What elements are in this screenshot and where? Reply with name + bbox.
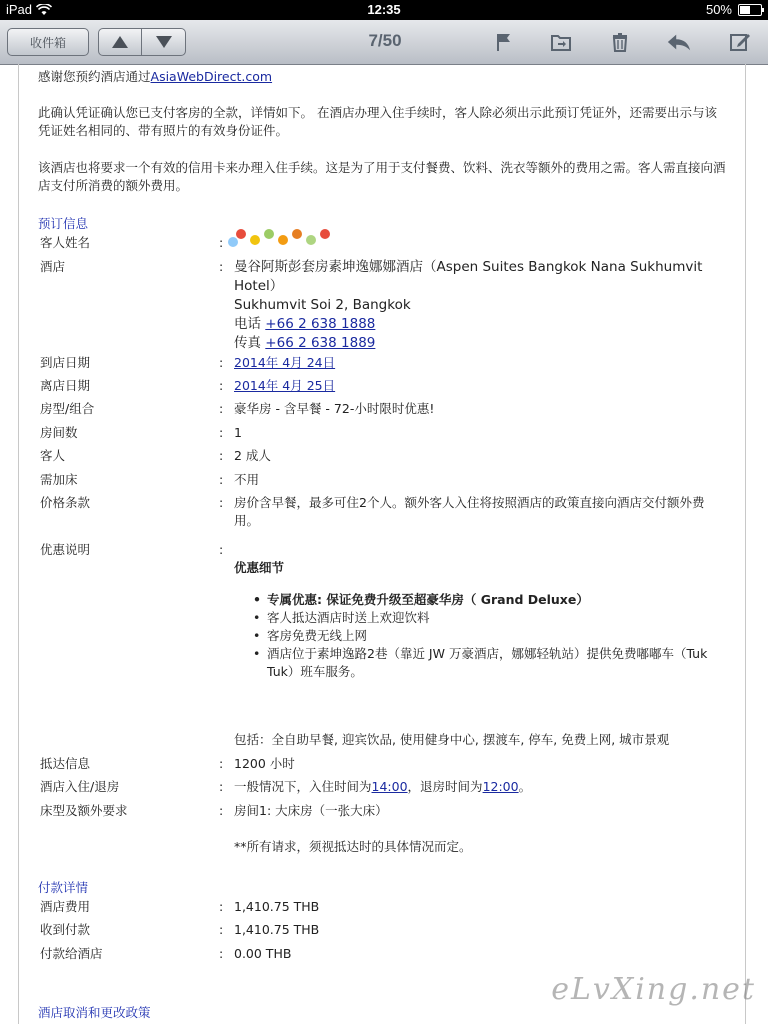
hotel-address: Sukhumvit Soi 2, Bangkok — [234, 297, 411, 313]
flag-button[interactable] — [490, 30, 516, 54]
checkout-time-link[interactable]: 12:00 — [482, 779, 519, 794]
inout-label: 酒店入住/退房 — [40, 779, 120, 794]
promo-item: • 客房免费无线上网 — [249, 627, 719, 645]
checkin-label: 到店日期 — [40, 355, 91, 370]
watermark: eLvXing.net — [551, 972, 756, 1007]
received-label: 收到付款 — [40, 922, 91, 937]
status-bar — [0, 0, 768, 20]
booking-section-title: 预订信息 — [38, 216, 89, 231]
hotel-fax: 传真 +66 2 638 1889 — [234, 335, 376, 351]
folder-move-icon — [549, 31, 573, 53]
next-message-button[interactable] — [142, 28, 186, 56]
device-name: iPad — [6, 2, 33, 17]
to-hotel-label: 付款给酒店 — [40, 946, 103, 961]
guests: 2 成人 — [234, 448, 271, 463]
room-type-label: 房型/组合 — [40, 401, 95, 416]
extra-bed: 不用 — [234, 472, 260, 487]
reply-icon — [666, 31, 692, 53]
move-folder-button[interactable] — [548, 30, 574, 54]
intro-paragraph-2: 此确认凭证确认您已支付客房的全款，详情如下。 在酒店办理入住手续时，客人除必须出示此预订凭证外，还需要出示与该凭证姓名相同的、带有照片的有效身份证件。 — [38, 105, 717, 138]
bed-type: 房间1: 大床房（一张大床） — [234, 803, 388, 818]
checkin-date-link[interactable]: 2014年 4月 24日 — [234, 355, 336, 370]
extra-bed-label: 需加床 — [40, 472, 78, 487]
checkin-time-link[interactable]: 14:00 — [371, 779, 408, 794]
status-right — [706, 2, 762, 17]
arrival-label: 抵达信息 — [40, 756, 91, 771]
guests-label: 客人 — [40, 448, 66, 463]
hotel-phone: 电话 +66 2 638 1888 — [234, 316, 376, 332]
guest-name-redacted — [226, 226, 726, 245]
mail-toolbar — [0, 20, 768, 65]
message-counter: 7/50 — [368, 31, 402, 50]
promo-label: 优惠说明 — [40, 542, 91, 557]
compose-icon — [728, 31, 752, 53]
promo-list — [249, 591, 719, 681]
arrival-info: 1200 小时 — [234, 756, 295, 771]
checkout-date-link[interactable]: 2014年 4月 25日 — [234, 378, 336, 393]
received-amount: 1,410.75 THB — [234, 922, 320, 937]
requests-note: **所有请求，须视抵达时的具体情况而定。 — [234, 839, 472, 854]
asiawebdirect-link[interactable]: AsiaWebDirect.com — [150, 69, 273, 84]
hotel-label: 酒店 — [40, 259, 66, 274]
checkout-label: 离店日期 — [40, 378, 91, 393]
intro-text: 感谢您预约酒店通过 — [38, 69, 151, 84]
to-hotel-amount: 0.00 THB — [234, 946, 292, 961]
promo-item: • 酒店位于素坤逸路2巷（靠近 JW 万豪酒店，娜娜轻轨站）提供免费嘟嘟车（Tuk Tuk）班车服务。 — [249, 645, 719, 681]
reply-button[interactable] — [666, 30, 692, 54]
hotel-fee-label: 酒店费用 — [40, 899, 91, 914]
delete-button[interactable] — [607, 30, 633, 54]
battery-percent: 50% — [705, 2, 732, 17]
promo-title: 优惠细节 — [234, 560, 285, 575]
room-type: 豪华房 - 含早餐 - 72-小时限时优惠! — [234, 401, 435, 416]
status-time: 12:35 — [367, 2, 401, 17]
hotel-info — [234, 258, 734, 353]
promo-item: • 客人抵达酒店时送上欢迎饮料 — [249, 609, 719, 627]
hotel-fee: 1,410.75 THB — [234, 899, 320, 914]
arrow-up-icon — [111, 35, 129, 49]
room-count: 1 — [234, 425, 242, 440]
intro-paragraph-3: 该酒店也将要求一个有效的信用卡来办理入住手续。这是为了用于支付餐费、饮料、洗衣等额外的费用之需。客人需直接向酒店支付所消费的额外费用。 — [38, 160, 726, 193]
flag-icon — [492, 31, 514, 53]
previous-message-button[interactable] — [98, 28, 142, 56]
trash-icon — [610, 31, 630, 53]
arrow-down-icon — [155, 35, 173, 49]
bed-type-label: 床型及额外要求 — [40, 803, 128, 818]
includes-text: 包括：全自助早餐, 迎宾饮品, 使用健身中心, 摆渡车, 停车, 免费上网, 城市景观 — [234, 732, 670, 747]
compose-button[interactable] — [727, 30, 753, 54]
message-body[interactable]: 感谢您预约酒店通过AsiaWebDirect.com 此确认凭证确认您已支付客房的全款，详情如下。 在酒店办理入住手续时，客人除必须出示此预订凭证外，还需要出示与该凭证姓名相同的、带有照片的有效身份证件。 该酒店也将要求一个有效的信用卡来办理入住手续。这是为了用于支付餐费、饮料、洗衣等额外的费用之需。客人需直接向酒店支付所消费的额外费用。 预订信息 客人姓名 : 酒店 : 曼谷阿斯彭套房素坤逸娜娜酒店（Aspen Suites Bangkok Nana Sukhumvit Hotel） Sukhumvit Soi 2, Bangkok 电话 +66 2 638 1888 传真 +66 2 638 1889 到店日期 : 2014年 4月 24日 离店日期 : 2014年 4月 25日 房型/组合 : 豪华房 - 含早餐 - 72-小时限时优惠! 房间数 : 1 客人 : 2 成人 需加床 : 不用 价格条款 : 房价含早餐，最多可住2个人。额外客人入住将按照酒店的政策直接向酒店交付额外费用。 优惠说明 : 优惠细节 • 专属优惠: 保证免费升级至超豪华房（ Grand Deluxe） • 客人抵达酒店时送上欢迎饮料 • 客房免费无线上网 • 酒店位于素坤逸路2巷（靠近 JW 万豪酒店，娜娜轻轨站）提供免费嘟嘟车（Tuk Tuk）班车服务。 包括：全自助早餐, 迎宾饮品, 使用健身中心, 摆渡车, 停车, 免费上网, 城市景观 抵达信息 : 1200 小时 酒店入住/退房 : 一般情况下，入住时间为14:00，退房时间为12:00。 床型及额外要求 : 房间1: 大床房（一张大床） **所有请求，须视抵达时的具体情况而定。 付款详情 酒店费用 : 1,410.75 THB 收到付款 : 1,410.75 THB 付款给酒店 : 0.00 THB 酒店取消和更改政策 — [18, 64, 746, 1024]
hotel-name: 曼谷阿斯彭套房素坤逸娜娜酒店（Aspen Suites Bangkok Nana Sukhumvit Hotel） — [234, 259, 703, 294]
phone-link[interactable]: +66 2 638 1888 — [265, 316, 376, 332]
inout-info: 一般情况下，入住时间为14:00，退房时间为12:00。 — [234, 779, 532, 794]
guest-name-label: 客人姓名 — [40, 235, 91, 250]
promo-item: • 专属优惠: 保证免费升级至超豪华房（ Grand Deluxe） — [249, 591, 719, 609]
battery-icon — [738, 4, 762, 16]
payment-section-title: 付款详情 — [38, 880, 89, 895]
room-count-label: 房间数 — [40, 425, 78, 440]
price-terms-label: 价格条款 — [40, 495, 91, 510]
inbox-button[interactable]: 收件箱 — [7, 28, 89, 56]
fax-link[interactable]: +66 2 638 1889 — [265, 335, 376, 351]
price-terms: 房价含早餐，最多可住2个人。额外客人入住将按照酒店的政策直接向酒店交付额外费用。 — [234, 495, 705, 528]
intro-line — [38, 68, 728, 86]
policy-section-title: 酒店取消和更改政策 — [38, 1005, 151, 1020]
